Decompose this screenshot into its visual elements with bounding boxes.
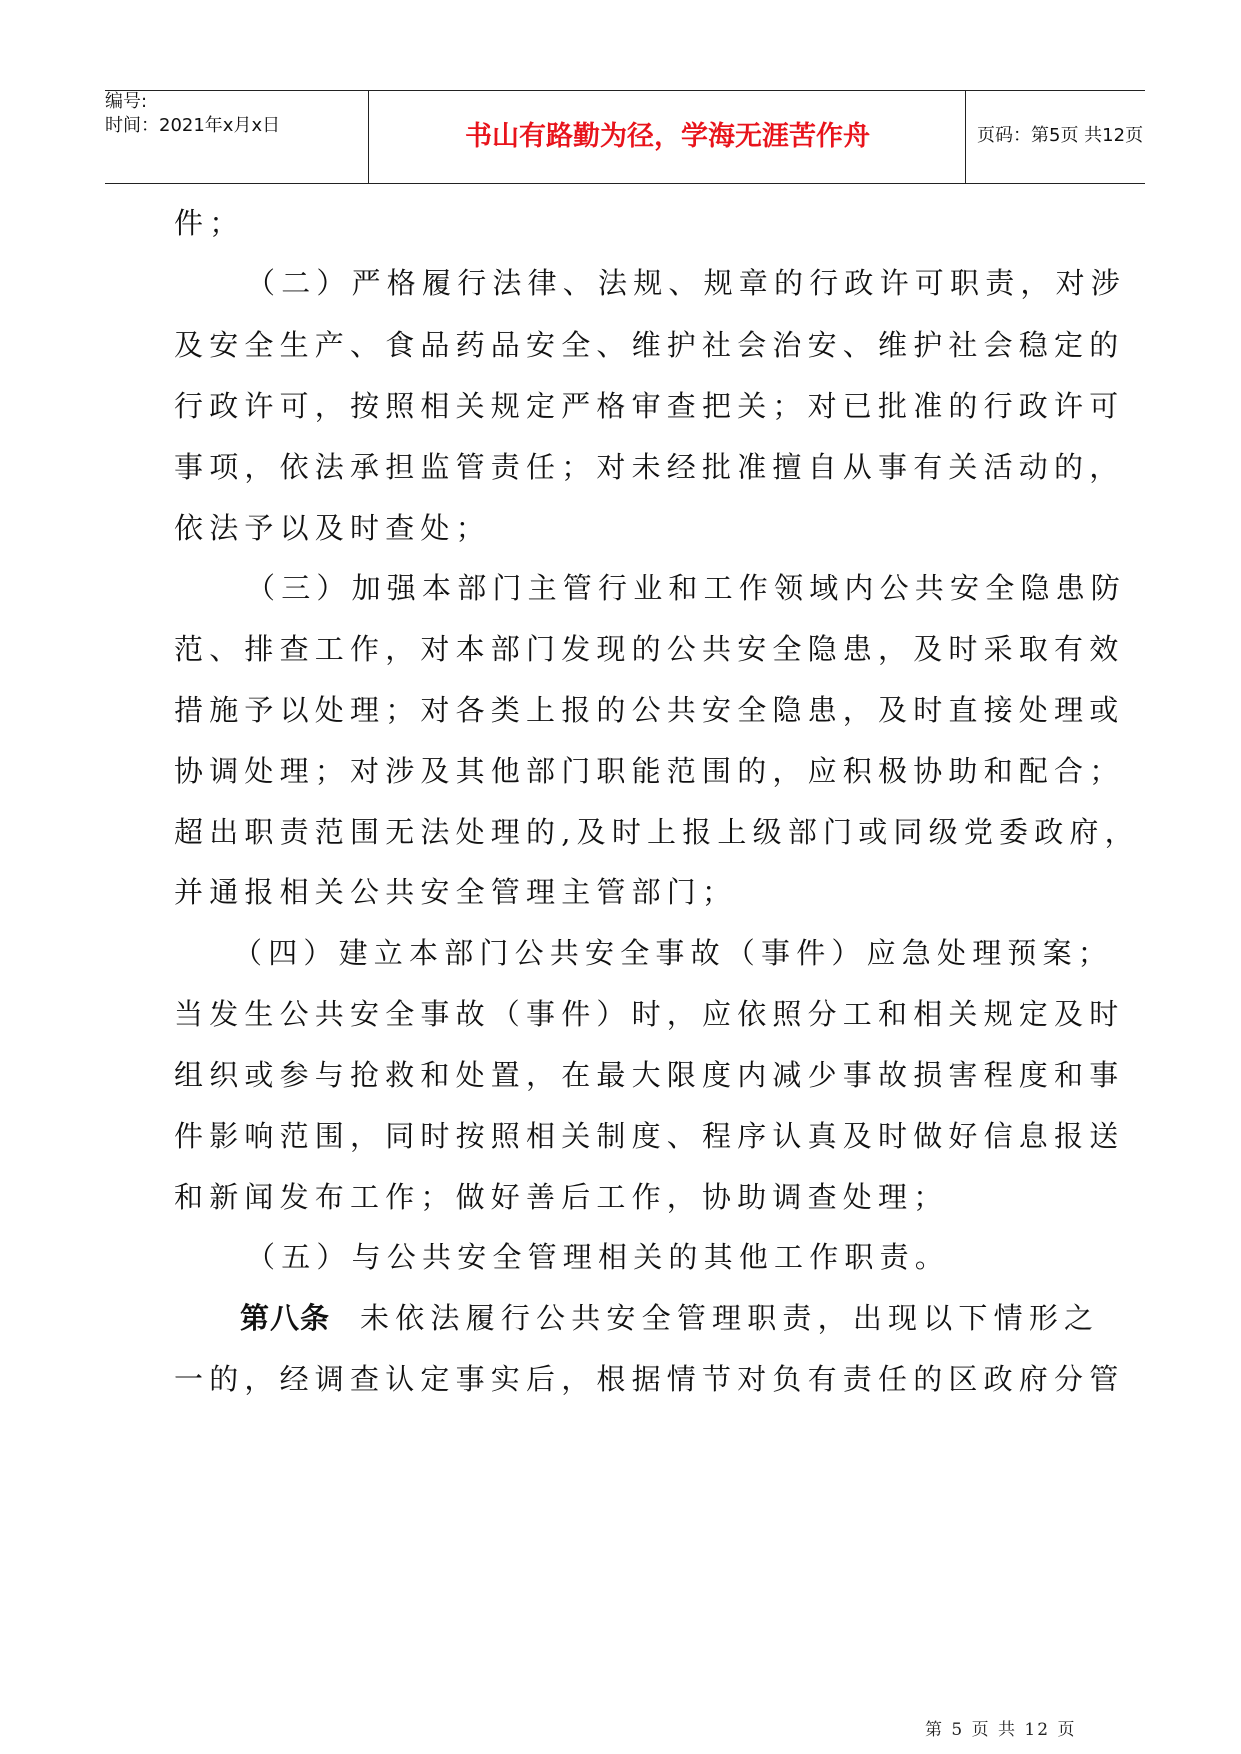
text-line: 依法予以及时查处；: [174, 511, 491, 545]
text-line: （四）建立本部门公共安全事故（事件）应急处理预案；: [233, 936, 1114, 970]
header-meta-cell: [105, 91, 369, 183]
header-motto-cell: [370, 91, 966, 183]
text-line: 事项，依法承担监管责任；对未经批准擅自从事有关活动的，: [174, 450, 1125, 484]
serial-number-label: 编号:: [105, 91, 148, 112]
text-line: 协调处理；对涉及其他部门职能范围的，应积极协助和配合；: [174, 754, 1125, 788]
text-line: （二）严格履行法律、法规、规章的行政许可职责，对涉: [246, 266, 1127, 300]
time-label: 时间：2021年x月x日: [105, 115, 281, 136]
article-text: 未依法履行公共安全管理职责，出现以下情形之: [360, 1301, 1100, 1335]
article-eight-line: [240, 1301, 1150, 1335]
text-line: 当发生公共安全事故（事件）时，应依照分工和相关规定及时: [174, 997, 1125, 1031]
text-line: 和新闻发布工作；做好善后工作，协助调查处理；: [174, 1180, 949, 1214]
text-line: （五）与公共安全管理相关的其他工作职责。: [246, 1240, 951, 1274]
text-line: 件；: [174, 206, 245, 240]
text-line: 措施予以处理；对各类上报的公共安全隐患，及时直接处理或: [174, 693, 1125, 727]
article-label: 第八条: [240, 1301, 331, 1335]
page-footer-number: 第 5 页 共 12 页: [925, 1720, 1077, 1740]
text-line: 并通报相关公共安全管理主管部门；: [174, 875, 738, 909]
text-line: 一的，经调查认定事实后，根据情节对负有责任的区政府分管: [174, 1362, 1125, 1396]
text-line: 超出职责范围无法处理的,及时上报上级部门或同级党委政府，: [174, 815, 1140, 849]
text-line: （三）加强本部门主管行业和工作领域内公共安全隐患防: [246, 571, 1127, 605]
text-line: 行政许可，按照相关规定严格审查把关；对已批准的行政许可: [174, 389, 1125, 423]
text-line: 及安全生产、食品药品安全、维护社会治安、维护社会稳定的: [174, 328, 1125, 362]
header-page-number: 页码：第5页 共12页: [977, 125, 1144, 146]
page-header: [105, 90, 1145, 184]
text-line: 范、排查工作，对本部门发现的公共安全隐患，及时采取有效: [174, 632, 1125, 666]
text-line: 组织或参与抢救和处置，在最大限度内减少事故损害程度和事: [174, 1058, 1125, 1092]
header-page-cell: [967, 91, 1145, 183]
header-motto: 书山有路勤为径，学海无涯苦作舟: [465, 121, 870, 152]
text-line: 件影响范围，同时按照相关制度、程序认真及时做好信息报送: [174, 1119, 1125, 1153]
